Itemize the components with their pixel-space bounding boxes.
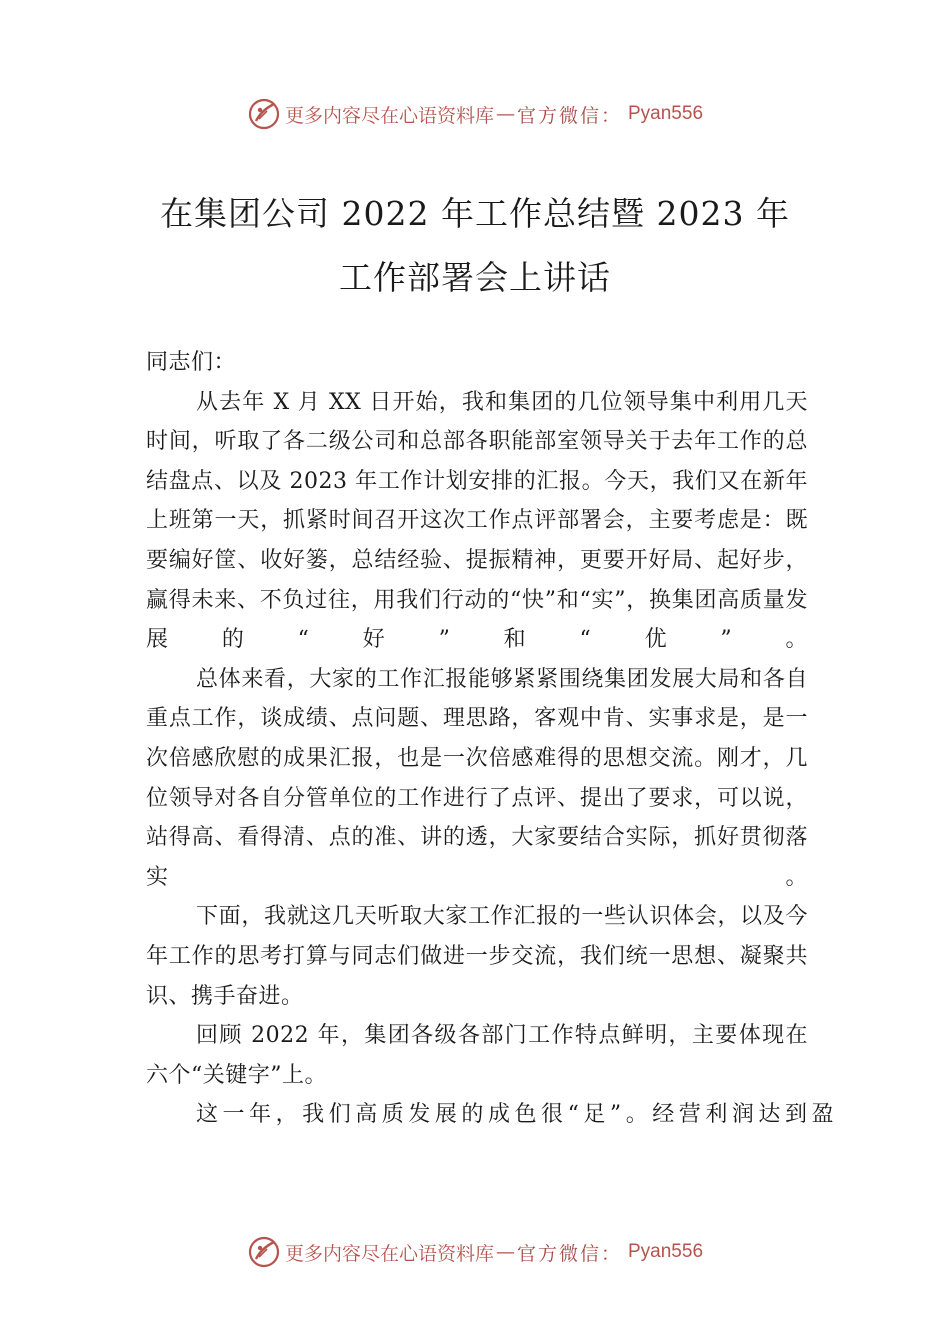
banner-dash: — — [495, 1241, 515, 1263]
banner-wechat-id: Pyan556 — [628, 1241, 704, 1262]
banner-wechat-id: Pyan556 — [628, 103, 704, 124]
header-watermark-banner — [0, 94, 950, 134]
document-title-line-1: 在集团公司 2022 年工作总结暨 2023 年 — [160, 194, 790, 233]
paragraph: 这一年，我们高质发展的成色很“足”。经营利润达到盈 — [196, 1102, 834, 1128]
banner-dash: — — [495, 103, 515, 125]
banner-brand-text: 更多内容尽在心语资料库 — [284, 104, 494, 127]
paragraph: 从去年 X 月 XX 日开始，我和集团的几位领导集中利用几天时间，听取了各二级公司和总部各职能部室领导关于去年工作的总结盘点、以及 2023 年工作计划安排的汇报。今天，我们又在新年上班第一天，抓紧时间召开这次工作点评部署会，主要考虑是：既要编好筐、收好篓，总结经验、提振精神，更要开好局、起好步，赢得未来、不负过往，用我们行动的“快”和“实”，换集团高质量发展的“好”和“优”。 — [146, 389, 808, 653]
logo-icon — [247, 97, 281, 131]
paragraph: 总体来看，大家的工作汇报能够紧紧围绕集团发展大局和各自重点工作，谈成绩、点问题、理思路，客观中肯、实事求是，是一次倍感欣慰的成果汇报，也是一次倍感难得的思想交流。刚才，几位领导对各自分管单位的工作进行了点评、提出了要求，可以说，站得高、看得清、点的准、讲的透，大家要结合实际，抓好贯彻落实。 — [146, 666, 808, 890]
document-body — [146, 343, 834, 1135]
logo-icon — [247, 1235, 281, 1269]
document-title-line-2: 工作部署会上讲话 — [339, 258, 611, 297]
paragraph: 下面，我就这几天听取大家工作汇报的一些认识体会，以及今年工作的思考打算与同志们做进一步交流，我们统一思想、凝聚共识、携手奋进。 — [146, 904, 808, 1009]
paragraph: 回顾 2022 年，集团各级各部门工作特点鲜明，主要体现在六个“关键字”上。 — [146, 1023, 808, 1088]
banner-wechat-label: 官方微信： — [516, 1242, 622, 1265]
footer-watermark-banner — [0, 1232, 950, 1272]
salutation: 同志们： — [146, 350, 237, 375]
banner-brand-text: 更多内容尽在心语资料库 — [284, 1242, 494, 1265]
banner-wechat-label: 官方微信： — [516, 104, 622, 127]
